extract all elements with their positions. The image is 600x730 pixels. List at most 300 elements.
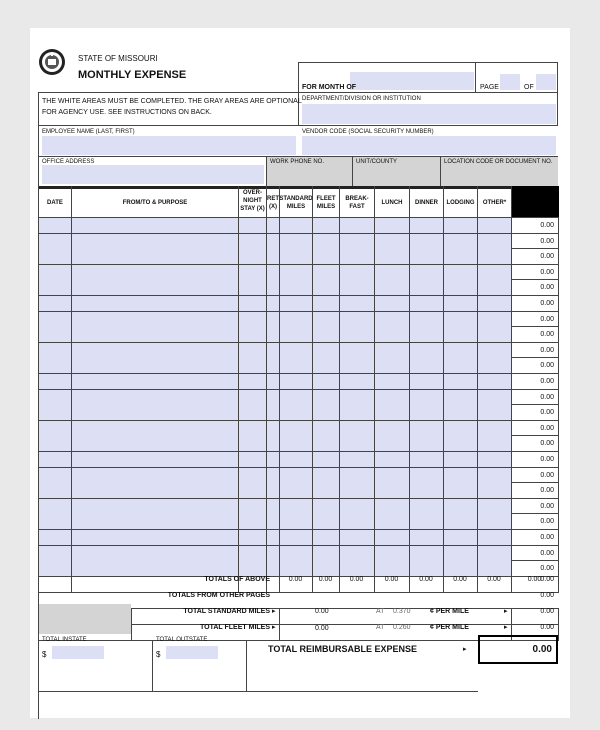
entry-cell[interactable] <box>280 421 312 436</box>
entry-cell[interactable] <box>410 468 443 483</box>
entry-cell[interactable] <box>267 374 279 389</box>
entry-cell[interactable] <box>478 421 511 436</box>
entry-cell[interactable] <box>239 436 266 451</box>
entry-cell[interactable] <box>313 514 339 529</box>
entry-cell[interactable] <box>267 265 279 280</box>
entry-cell[interactable] <box>239 452 266 467</box>
entry-cell[interactable] <box>478 436 511 451</box>
entry-cell[interactable] <box>478 405 511 420</box>
entry-cell[interactable] <box>410 483 443 498</box>
entry-cell[interactable] <box>444 514 477 529</box>
entry-cell[interactable] <box>313 561 339 576</box>
entry-cell[interactable] <box>444 436 477 451</box>
entry-cell[interactable] <box>444 218 477 233</box>
entry-cell[interactable] <box>444 265 477 280</box>
entry-cell[interactable] <box>313 312 339 327</box>
entry-cell[interactable] <box>444 374 477 389</box>
row-total: 0.00 <box>540 378 554 385</box>
entry-cell[interactable] <box>39 296 71 311</box>
entry-cell[interactable] <box>410 249 443 264</box>
entry-cell[interactable] <box>239 296 266 311</box>
entry-cell[interactable] <box>280 436 312 451</box>
entry-cell[interactable] <box>340 499 374 514</box>
entry-cell[interactable] <box>375 390 409 405</box>
entry-cell[interactable] <box>340 327 374 342</box>
entry-cell[interactable] <box>280 218 312 233</box>
entry-cell[interactable] <box>375 343 409 358</box>
entry-cell[interactable] <box>72 468 238 483</box>
entry-cell[interactable] <box>39 436 71 451</box>
summary-vline-a <box>131 608 132 640</box>
entry-cell[interactable] <box>72 234 238 249</box>
entry-cell[interactable] <box>313 249 339 264</box>
entry-cell[interactable] <box>340 405 374 420</box>
fleet-per-mile: ¢ PER MILE <box>430 624 469 631</box>
entry-cell[interactable] <box>410 218 443 233</box>
entry-cell[interactable] <box>340 468 374 483</box>
entry-cell[interactable] <box>280 546 312 561</box>
entry-cell[interactable] <box>410 546 443 561</box>
entry-cell[interactable] <box>39 421 71 436</box>
entry-cell[interactable] <box>410 390 443 405</box>
entry-cell[interactable] <box>280 327 312 342</box>
entry-cell[interactable] <box>72 327 238 342</box>
entry-cell[interactable] <box>375 280 409 295</box>
entry-cell[interactable] <box>280 296 312 311</box>
entry-cell[interactable] <box>478 468 511 483</box>
entry-cell[interactable] <box>478 234 511 249</box>
entry-cell[interactable] <box>444 452 477 467</box>
entry-cell[interactable] <box>239 421 266 436</box>
total-reimbursable-value: 0.00 <box>532 644 552 655</box>
total-instate-label: TOTAL INSTATE <box>42 637 87 643</box>
entry-cell[interactable] <box>267 530 279 545</box>
entry-cell[interactable] <box>39 218 71 233</box>
entry-cell[interactable] <box>39 374 71 389</box>
of-label: OF <box>524 84 534 91</box>
entry-cell[interactable] <box>39 312 71 327</box>
entry-cell[interactable] <box>410 530 443 545</box>
entry-cell[interactable] <box>410 343 443 358</box>
entry-cell[interactable] <box>375 546 409 561</box>
col-breakfast: BREAK- FAST <box>345 196 369 210</box>
entry-cell[interactable] <box>340 421 374 436</box>
totals-above-label: TOTALS OF ABOVE <box>204 576 270 583</box>
entry-cell[interactable] <box>267 234 279 249</box>
work-phone-label: WORK PHONE NO. <box>270 159 325 165</box>
entry-cell[interactable] <box>410 421 443 436</box>
entry-cell[interactable] <box>313 468 339 483</box>
entry-cell[interactable] <box>239 483 266 498</box>
entry-cell[interactable] <box>410 358 443 373</box>
entry-cell[interactable] <box>39 514 71 529</box>
entry-cell[interactable] <box>444 327 477 342</box>
entry-cell[interactable] <box>267 358 279 373</box>
entry-cell[interactable] <box>478 452 511 467</box>
entry-cell[interactable] <box>375 265 409 280</box>
entry-cell[interactable] <box>239 358 266 373</box>
entry-cell[interactable] <box>72 249 238 264</box>
row-total: 0.00 <box>540 409 554 416</box>
summary-line-1 <box>38 592 559 593</box>
entry-cell[interactable] <box>267 421 279 436</box>
entry-cell[interactable] <box>313 296 339 311</box>
entry-cell[interactable] <box>280 312 312 327</box>
entry-cell[interactable] <box>444 561 477 576</box>
entry-cell[interactable] <box>39 546 71 561</box>
entry-cell[interactable] <box>239 312 266 327</box>
entry-cell[interactable] <box>340 514 374 529</box>
entry-cell[interactable] <box>478 374 511 389</box>
entry-cell[interactable] <box>340 530 374 545</box>
entry-cell[interactable] <box>313 483 339 498</box>
entry-cell[interactable] <box>313 358 339 373</box>
std-rate: 0.370 <box>393 608 411 615</box>
entry-cell[interactable] <box>267 218 279 233</box>
total-outstate-field[interactable] <box>166 646 218 659</box>
entry-cell[interactable] <box>72 265 238 280</box>
expense-form <box>30 28 570 718</box>
entry-cell[interactable] <box>280 405 312 420</box>
entry-cell[interactable] <box>239 468 266 483</box>
entry-cell[interactable] <box>410 499 443 514</box>
entry-cell[interactable] <box>313 499 339 514</box>
entry-cell[interactable] <box>478 265 511 280</box>
entry-cell[interactable] <box>410 405 443 420</box>
entry-cell[interactable] <box>313 530 339 545</box>
entry-cell[interactable] <box>375 327 409 342</box>
entry-cell[interactable] <box>444 234 477 249</box>
entry-cell[interactable] <box>375 561 409 576</box>
entry-cell[interactable] <box>239 374 266 389</box>
unit-county-label: UNIT/COUNTY <box>356 159 397 165</box>
entry-cell[interactable] <box>267 296 279 311</box>
entry-cell[interactable] <box>313 265 339 280</box>
entry-cell[interactable] <box>340 436 374 451</box>
page-label: PAGE <box>480 84 499 91</box>
entry-cell[interactable] <box>410 436 443 451</box>
entry-cell[interactable] <box>444 483 477 498</box>
total-outstate-label: TOTAL OUTSTATE <box>156 637 208 643</box>
entry-cell[interactable] <box>313 452 339 467</box>
row-total: 0.00 <box>540 487 554 494</box>
entry-cell[interactable] <box>375 530 409 545</box>
entry-cell[interactable] <box>340 343 374 358</box>
entry-cell[interactable] <box>280 530 312 545</box>
entry-cell[interactable] <box>280 483 312 498</box>
entry-cell[interactable] <box>280 280 312 295</box>
entry-cell[interactable] <box>410 514 443 529</box>
entry-cell[interactable] <box>39 358 71 373</box>
entry-cell[interactable] <box>267 312 279 327</box>
entry-cell[interactable] <box>267 405 279 420</box>
entry-cell[interactable] <box>39 499 71 514</box>
entry-cell[interactable] <box>410 234 443 249</box>
entry-cell[interactable] <box>39 530 71 545</box>
row-total: 0.00 <box>540 503 554 510</box>
entry-cell[interactable] <box>375 483 409 498</box>
totals-above-value: 0.00 <box>349 576 364 583</box>
entry-cell[interactable] <box>239 280 266 295</box>
entry-cell[interactable] <box>340 249 374 264</box>
entry-cell[interactable] <box>39 280 71 295</box>
entry-cell[interactable] <box>340 312 374 327</box>
entry-cell[interactable] <box>478 280 511 295</box>
col-date: DATE <box>47 200 63 206</box>
entry-cell[interactable] <box>478 483 511 498</box>
entry-cell[interactable] <box>280 343 312 358</box>
instate-dollar: $ <box>42 650 47 659</box>
std-miles-total: 0.00 <box>315 608 329 615</box>
entry-cell[interactable] <box>39 249 71 264</box>
entry-cell[interactable] <box>39 452 71 467</box>
totals-above-value: 0.00 <box>487 576 501 583</box>
entry-cell[interactable] <box>478 499 511 514</box>
entry-cell[interactable] <box>72 312 238 327</box>
col-ret: RET (X) <box>267 196 279 210</box>
entry-cell[interactable] <box>340 561 374 576</box>
entry-cell[interactable] <box>267 390 279 405</box>
entry-cell[interactable] <box>72 390 238 405</box>
entry-cell[interactable] <box>444 249 477 264</box>
entry-cell[interactable] <box>340 296 374 311</box>
entry-cell[interactable] <box>340 483 374 498</box>
entry-cell[interactable] <box>444 296 477 311</box>
entry-cell[interactable] <box>478 218 511 233</box>
entry-cell[interactable] <box>444 468 477 483</box>
entry-cell[interactable] <box>375 358 409 373</box>
entry-cell[interactable] <box>375 468 409 483</box>
entry-cell[interactable] <box>267 499 279 514</box>
entry-cell[interactable] <box>239 265 266 280</box>
entry-cell[interactable] <box>280 374 312 389</box>
entry-cell[interactable] <box>39 390 71 405</box>
entry-cell[interactable] <box>239 499 266 514</box>
entry-cell[interactable] <box>313 436 339 451</box>
entry-cell[interactable] <box>72 530 238 545</box>
col-lodging: LODGING <box>446 200 475 206</box>
entry-cell[interactable] <box>267 468 279 483</box>
entry-cell[interactable] <box>410 296 443 311</box>
entry-cell[interactable] <box>280 234 312 249</box>
fleet-miles-arrow: ▸ <box>272 624 276 631</box>
entry-cell[interactable] <box>280 561 312 576</box>
entry-cell[interactable] <box>280 452 312 467</box>
entry-cell[interactable] <box>72 296 238 311</box>
total-instate-field[interactable] <box>52 646 104 659</box>
std-miles-arrow: ▸ <box>272 608 276 615</box>
entry-cell[interactable] <box>444 421 477 436</box>
total-column-header <box>512 186 559 217</box>
std-at-label: AT <box>376 608 385 615</box>
entry-cell[interactable] <box>478 561 511 576</box>
entry-cell[interactable] <box>478 358 511 373</box>
row-total: 0.00 <box>540 362 554 369</box>
entry-cell[interactable] <box>375 436 409 451</box>
entry-cell[interactable] <box>239 514 266 529</box>
entry-cell[interactable] <box>410 561 443 576</box>
entry-cell[interactable] <box>478 296 511 311</box>
entry-cell[interactable] <box>478 390 511 405</box>
entry-cell[interactable] <box>313 546 339 561</box>
entry-cell[interactable] <box>39 265 71 280</box>
entry-cell[interactable] <box>375 452 409 467</box>
entry-cell[interactable] <box>340 358 374 373</box>
entry-cell[interactable] <box>72 452 238 467</box>
fleet-at-label: AT <box>376 624 385 631</box>
entry-cell[interactable] <box>72 343 238 358</box>
entry-cell[interactable] <box>239 218 266 233</box>
entry-cell[interactable] <box>267 452 279 467</box>
entry-cell[interactable] <box>444 499 477 514</box>
entry-cell[interactable] <box>375 234 409 249</box>
entry-cell[interactable] <box>267 514 279 529</box>
entry-cell[interactable] <box>280 358 312 373</box>
row-total: 0.00 <box>540 269 554 276</box>
entry-cell[interactable] <box>340 390 374 405</box>
entry-cell[interactable] <box>340 218 374 233</box>
agency-use-box <box>39 604 131 634</box>
entry-cell[interactable] <box>444 280 477 295</box>
entry-cell[interactable] <box>313 234 339 249</box>
entry-cell[interactable] <box>72 436 238 451</box>
entry-cell[interactable] <box>375 514 409 529</box>
entry-cell[interactable] <box>313 374 339 389</box>
entry-cell[interactable] <box>239 405 266 420</box>
entry-cell[interactable] <box>280 468 312 483</box>
fleet-rate: 0.260 <box>393 624 411 631</box>
entry-cell[interactable] <box>375 499 409 514</box>
entry-cell[interactable] <box>72 483 238 498</box>
entry-cell[interactable] <box>313 405 339 420</box>
entry-cell[interactable] <box>444 405 477 420</box>
entry-cell[interactable] <box>478 343 511 358</box>
entry-cell[interactable] <box>39 343 71 358</box>
instructions-line-1: THE WHITE AREAS MUST BE COMPLETED. THE GRAY AREAS ARE OPTIONAL <box>42 98 302 105</box>
entry-cell[interactable] <box>280 249 312 264</box>
entry-cell[interactable] <box>375 405 409 420</box>
entry-cell[interactable] <box>444 390 477 405</box>
entry-cell[interactable] <box>340 265 374 280</box>
entry-cell[interactable] <box>340 546 374 561</box>
entry-cell[interactable] <box>267 327 279 342</box>
entry-cell[interactable] <box>375 249 409 264</box>
totals-above-value: 0.00 <box>527 576 542 583</box>
entry-cell[interactable] <box>239 327 266 342</box>
entry-cell[interactable] <box>239 234 266 249</box>
entry-cell[interactable] <box>72 374 238 389</box>
entry-cell[interactable] <box>267 436 279 451</box>
entry-cell[interactable] <box>39 483 71 498</box>
entry-cell[interactable] <box>72 280 238 295</box>
row-total: 0.00 <box>540 550 554 557</box>
entry-cell[interactable] <box>267 561 279 576</box>
entry-cell[interactable] <box>72 358 238 373</box>
entry-cell[interactable] <box>39 234 71 249</box>
entry-cell[interactable] <box>313 421 339 436</box>
vendor-code-label: VENDOR CODE (SOCIAL SECURITY NUMBER) <box>302 129 434 135</box>
entry-cell[interactable] <box>39 405 71 420</box>
entry-cell[interactable] <box>410 327 443 342</box>
reimbursable-arrow: ▸ <box>463 646 467 653</box>
entry-cell[interactable] <box>444 358 477 373</box>
entry-cell[interactable] <box>410 265 443 280</box>
entry-cell[interactable] <box>72 218 238 233</box>
entry-cell[interactable] <box>313 280 339 295</box>
entry-cell[interactable] <box>444 546 477 561</box>
entry-cell[interactable] <box>72 499 238 514</box>
instructions-line-2: FOR AGENCY USE. SEE INSTRUCTIONS ON BACK. <box>42 109 212 116</box>
entry-cell[interactable] <box>72 405 238 420</box>
entry-cell[interactable] <box>478 312 511 327</box>
entry-cell[interactable] <box>267 280 279 295</box>
entry-cell[interactable] <box>72 561 238 576</box>
entry-cell[interactable] <box>313 343 339 358</box>
entry-cell[interactable] <box>410 452 443 467</box>
entry-cell[interactable] <box>478 530 511 545</box>
entry-cell[interactable] <box>280 265 312 280</box>
entry-cell[interactable] <box>410 312 443 327</box>
entry-cell[interactable] <box>340 374 374 389</box>
entry-cell[interactable] <box>39 468 71 483</box>
entry-cell[interactable] <box>72 514 238 529</box>
entry-cell[interactable] <box>280 390 312 405</box>
entry-cell[interactable] <box>280 514 312 529</box>
entry-cell[interactable] <box>239 343 266 358</box>
entry-cell[interactable] <box>375 312 409 327</box>
entry-cell[interactable] <box>267 249 279 264</box>
entry-cell[interactable] <box>478 514 511 529</box>
entry-cell[interactable] <box>267 343 279 358</box>
entry-cell[interactable] <box>375 421 409 436</box>
entry-cell[interactable] <box>267 546 279 561</box>
entry-cell[interactable] <box>313 218 339 233</box>
entry-cell[interactable] <box>239 390 266 405</box>
entry-cell[interactable] <box>340 234 374 249</box>
entry-cell[interactable] <box>239 546 266 561</box>
entry-cell[interactable] <box>444 530 477 545</box>
entry-cell[interactable] <box>444 343 477 358</box>
outstate-dollar: $ <box>156 650 161 659</box>
entry-cell[interactable] <box>313 390 339 405</box>
entry-cell[interactable] <box>340 280 374 295</box>
total-reimbursable-label: TOTAL REIMBURSABLE EXPENSE <box>268 644 418 654</box>
entry-cell[interactable] <box>375 296 409 311</box>
entry-cell[interactable] <box>340 452 374 467</box>
totals-above-value: 0.00 <box>453 576 467 583</box>
row-total: 0.00 <box>540 284 554 291</box>
entry-cell[interactable] <box>72 421 238 436</box>
entry-cell[interactable] <box>39 327 71 342</box>
entry-cell[interactable] <box>39 561 71 576</box>
entry-cell[interactable] <box>410 374 443 389</box>
col-dinner: DINNER <box>414 200 438 206</box>
entry-cell[interactable] <box>72 546 238 561</box>
entry-cell[interactable] <box>478 327 511 342</box>
entry-cell[interactable] <box>375 218 409 233</box>
entry-cell[interactable] <box>239 530 266 545</box>
entry-cell[interactable] <box>239 249 266 264</box>
entry-cell[interactable] <box>375 374 409 389</box>
entry-cell[interactable] <box>478 546 511 561</box>
entry-cell[interactable] <box>444 312 477 327</box>
entry-cell[interactable] <box>239 561 266 576</box>
entry-cell[interactable] <box>478 249 511 264</box>
entry-cell[interactable] <box>410 280 443 295</box>
entry-cell[interactable] <box>267 483 279 498</box>
entry-cell[interactable] <box>313 327 339 342</box>
entry-cell[interactable] <box>280 499 312 514</box>
